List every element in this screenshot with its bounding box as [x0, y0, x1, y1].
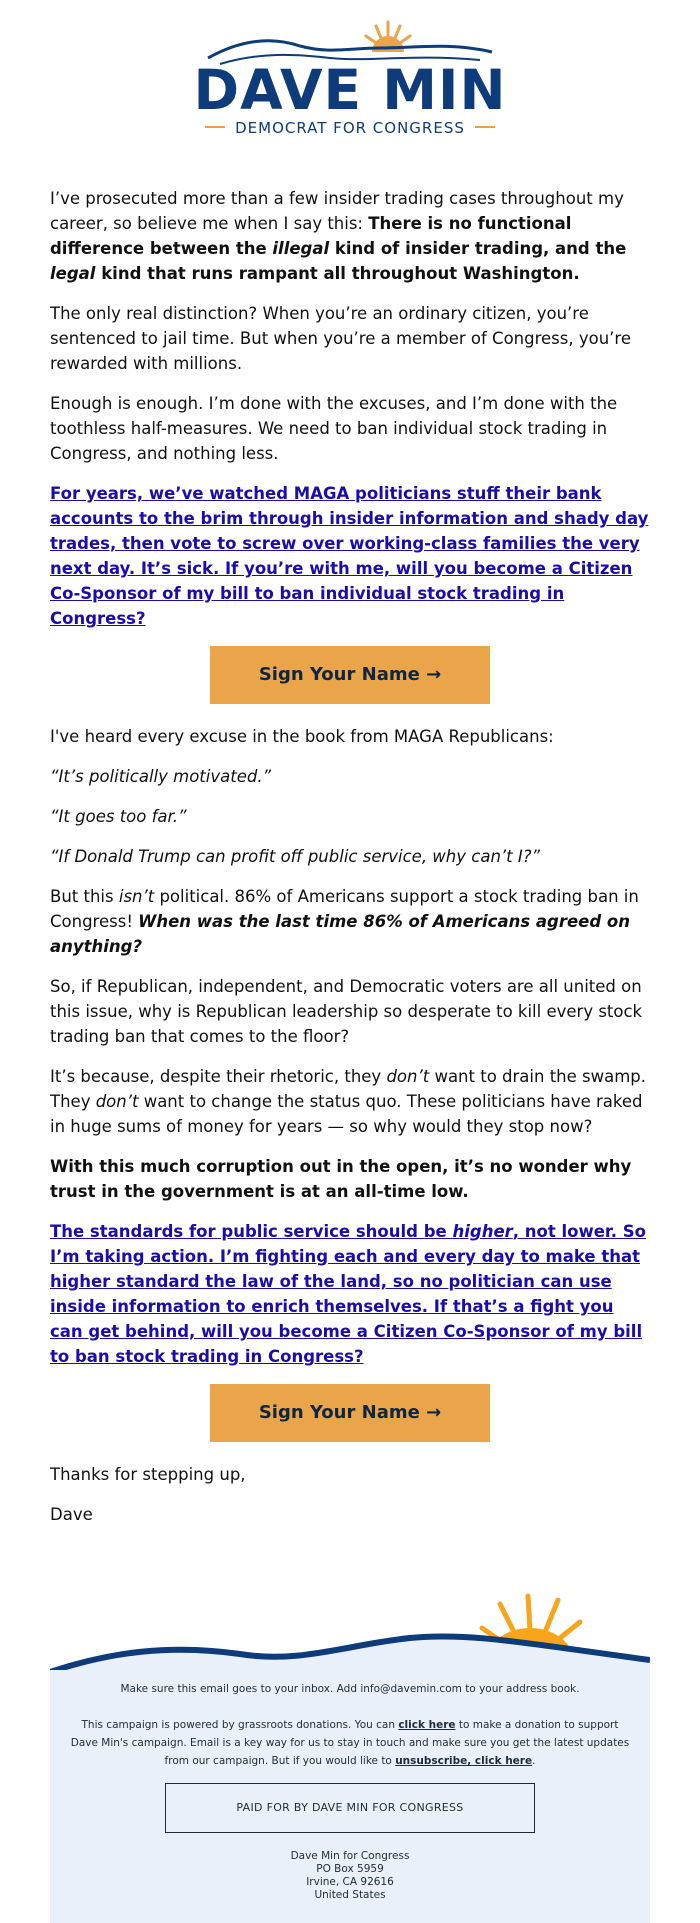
bold-statement: With this much corruption out in the open, it’s no wonder why trust in the government is at an all-time low. — [50, 1157, 632, 1201]
address-line: United States — [314, 1889, 386, 1901]
emphasis-dont: don’t — [386, 1067, 430, 1086]
email-footer — [50, 1590, 650, 1923]
text-run: There is no functional difference between the — [50, 214, 572, 258]
donation-note — [70, 1716, 630, 1770]
sign-your-name-button-2[interactable]: Sign Your Name → — [210, 1384, 490, 1442]
signature: Dave — [50, 1505, 93, 1524]
bold-question: When was the last time 86% of Americans agreed on anything? — [50, 912, 630, 956]
mailing-address — [50, 1850, 650, 1902]
paragraph-link-1 — [50, 481, 650, 631]
text-run: to make a donation to support Dave Min's campaign. Email is a key way for us to stay in touch and make sure you get the latest updates from our campaign. But if you would like to — [70, 1719, 630, 1767]
text-run: I’ve prosecuted more than a few insider trading cases throughout my career, so believe me when I say this: — [50, 189, 624, 233]
paragraph-distinction: The only real distinction? When you’re an ordinary citizen, you’re sentenced to jail time. But when you’re a member of Congress, you’re rewarded with millions. — [50, 304, 631, 373]
cta-wrap-1 — [50, 646, 650, 704]
inbox-note: Make sure this email goes to your inbox. Add info@davemin.com to your address book. — [120, 1683, 580, 1695]
closing: Thanks for stepping up, — [50, 1465, 246, 1484]
quote-2 — [50, 804, 650, 829]
emphasis-dont: don’t — [95, 1092, 139, 1111]
quote-3 — [50, 844, 650, 869]
paragraph-enough: Enough is enough. I’m done with the excuses, and I’m done with the toothless half-measures. We need to ban individual stock trading in Congress, and nothing less. — [50, 394, 618, 463]
tagline-text: DEMOCRAT FOR CONGRESS — [235, 119, 465, 137]
paragraph-swamp — [50, 1064, 650, 1139]
cta-wrap-2 — [50, 1384, 650, 1442]
text-run: want to change the status quo. These politicians have raked in huge sums of money for years — so why would they stop now? — [50, 1092, 643, 1136]
paragraph-excuses: I've heard every excuse in the book from MAGA Republicans: — [50, 727, 554, 746]
text-run: But this — [50, 887, 119, 906]
address-line: PO Box 5959 — [316, 1863, 384, 1875]
link-text: , not lower. So I’m taking action. I’m fighting each and every day to make that higher standard the law of the land, so no politician can use inside information to enrich themselves. If that’s a fight you can get behind, will you become a Citizen Co-Sponsor of my bill to ban stock trading in Congress? — [50, 1222, 646, 1366]
co-sponsor-link-2[interactable] — [50, 1222, 646, 1366]
link-text: The standards for public service should be — [50, 1222, 453, 1241]
campaign-logo — [0, 0, 700, 150]
footer-wave-sun-icon — [50, 1590, 650, 1674]
emphasis-isnt: isn’t — [118, 887, 155, 906]
unsubscribe-link[interactable]: unsubscribe, click here — [395, 1755, 533, 1767]
quote-text: “It goes too far.” — [50, 807, 187, 826]
email-content — [50, 186, 650, 1542]
text-run: kind of insider trading, and the — [329, 239, 627, 258]
quote-1 — [50, 764, 650, 789]
text-run: It’s because, despite their rhetoric, they — [50, 1067, 387, 1086]
paragraph-corruption — [50, 1154, 650, 1204]
logo-name: DAVE MIN — [193, 58, 507, 122]
tagline-dash-right — [475, 126, 495, 128]
address-line: Dave Min for Congress — [290, 1850, 410, 1862]
donate-link[interactable]: click here — [398, 1719, 456, 1731]
paragraph-united: So, if Republican, independent, and Democratic voters are all united on this issue, why is Republican leadership so desperate to kill every stock trading ban that comes to the floor? — [50, 977, 643, 1046]
text-run: kind that runs rampant all throughout Washington. — [95, 264, 580, 283]
text-run: want to drain the swamp. They — [50, 1067, 647, 1111]
quote-text: “If Donald Trump can profit off public service, why can’t I?” — [50, 847, 541, 866]
text-run: This campaign is powered by grassroots donations. You can — [81, 1719, 399, 1731]
tagline-dash-left — [205, 126, 225, 128]
emphasis-illegal: illegal — [272, 239, 330, 258]
co-sponsor-link-1[interactable]: For years, we’ve watched MAGA politicians stuff their bank accounts to the brim through insider information and shady day trades, then vote to screw over working-class families the very next day. It’s sick. If you’re with me, will you become a Citizen Co-Sponsor of my bill to ban individual stock trading in Congress? — [50, 484, 649, 628]
footer-panel — [50, 1670, 650, 1923]
quote-text: “It’s politically motivated.” — [50, 767, 272, 786]
paid-for-disclaimer: PAID FOR BY DAVE MIN FOR CONGRESS — [165, 1783, 535, 1833]
text-run: political. 86% of Americans support a stock trading ban in Congress! — [50, 887, 639, 931]
emphasis-legal: legal — [50, 264, 96, 283]
paragraph-intro — [50, 186, 650, 286]
text-run: . — [532, 1755, 536, 1767]
address-line: Irvine, CA 92616 — [306, 1876, 394, 1888]
paragraph-link-2 — [50, 1219, 650, 1369]
paragraph-86-percent — [50, 884, 650, 959]
sign-your-name-button-1[interactable]: Sign Your Name → — [210, 646, 490, 704]
logo-tagline — [0, 119, 700, 137]
emphasis-higher: higher — [452, 1222, 513, 1241]
